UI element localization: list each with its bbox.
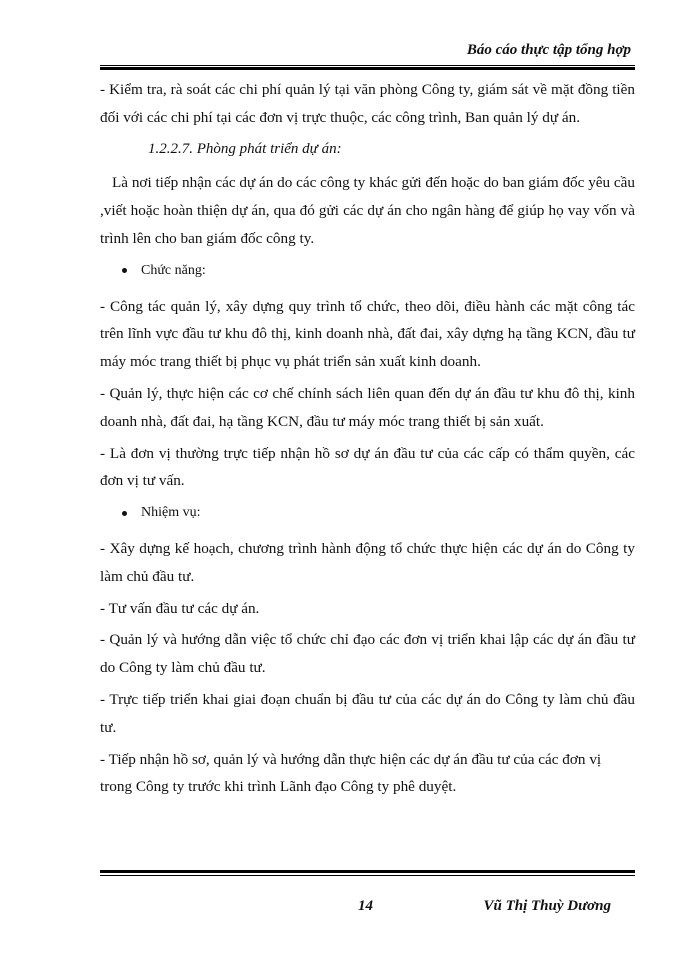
document-body [100, 76, 635, 805]
paragraph-function-3: - Là đơn vị thường trực tiếp nhận hồ sơ dự án đầu tư của các cấp có thẩm quyền, các đơn vị tư vấn. [100, 444, 635, 490]
bullet-functions [122, 257, 635, 285]
paragraph-duty-5: - Tiếp nhận hồ sơ, quản lý và hướng dẫn thực hiện các dự án đầu tư của các đơn vị trong Công ty trước khi trình Lãnh đạo Công ty phê duyệt. [100, 750, 602, 796]
footer-rule-thin [100, 875, 635, 876]
paragraph-function-2: - Quản lý, thực hiện các cơ chế chính sách liên quan đến dự án đầu tư khu đô thị, kinh doanh nhà, đất đai, hạ tầng KCN, đầu tư máy móc trang thiết bị sản xuất. [100, 384, 635, 430]
bullet-duties [122, 499, 635, 527]
page-footer [100, 868, 635, 918]
page-number: 14 [358, 898, 373, 914]
author-name: Vũ Thị Thuỳ Dương [483, 898, 611, 914]
paragraph-department-intro: Là nơi tiếp nhận các dự án do các công ty khác gửi đến hoặc do ban giám đốc yêu cầu ,viết hoặc hoàn thiện dự án, qua đó gửi các dự án cho ngân hàng để giúp họ vay vốn và trình lên cho ban giám đốc công ty. [100, 174, 635, 247]
paragraph-duty-2: - Tư vấn đầu tư các dự án. [100, 599, 260, 617]
paragraph-duty-3: - Quản lý và hướng dẫn việc tổ chức chỉ đạo các đơn vị triển khai lập các dự án đầu tư do Công ty làm chủ đầu tư. [100, 631, 635, 677]
header-rule-thin [100, 65, 635, 66]
footer-rule-thick [100, 870, 635, 873]
bullet-dot-icon [122, 511, 127, 516]
paragraph-cost-review: - Kiểm tra, rà soát các chi phí quản lý tại văn phòng Công ty, giám sát về mặt đồng tiền đối với các chi phí tại các đơn vị trực thuộc, các công trình, Ban quản lý dự án. [100, 81, 635, 126]
bullet-dot-icon [122, 268, 127, 273]
bullet-duties-label: Nhiệm vụ: [141, 505, 201, 521]
section-heading: 1.2.2.7. Phòng phát triển dự án: [148, 140, 342, 157]
paragraph-function-1: - Công tác quản lý, xây dựng quy trình tổ chức, theo dõi, điều hành các mặt công tác trên lĩnh vực đầu tư khu đô thị, kinh doanh nhà, đất đai, xây dựng hạ tầng KCN, đầu tư máy móc trang thiết bị phục vụ phát triển sản xuất kinh doanh. [100, 297, 635, 371]
page-header [100, 38, 635, 70]
bullet-functions-label: Chức năng: [141, 262, 206, 278]
paragraph-duty-1: - Xây dựng kế hoạch, chương trình hành động tổ chức thực hiện các dự án do Công ty làm chủ đầu tư. [100, 539, 635, 585]
paragraph-duty-4: - Trực tiếp triển khai giai đoạn chuẩn bị đầu tư của các dự án do Công ty làm chủ đầu tư. [100, 690, 635, 736]
header-title: Báo cáo thực tập tổng hợp [466, 42, 631, 58]
header-rule-thick [100, 67, 635, 70]
